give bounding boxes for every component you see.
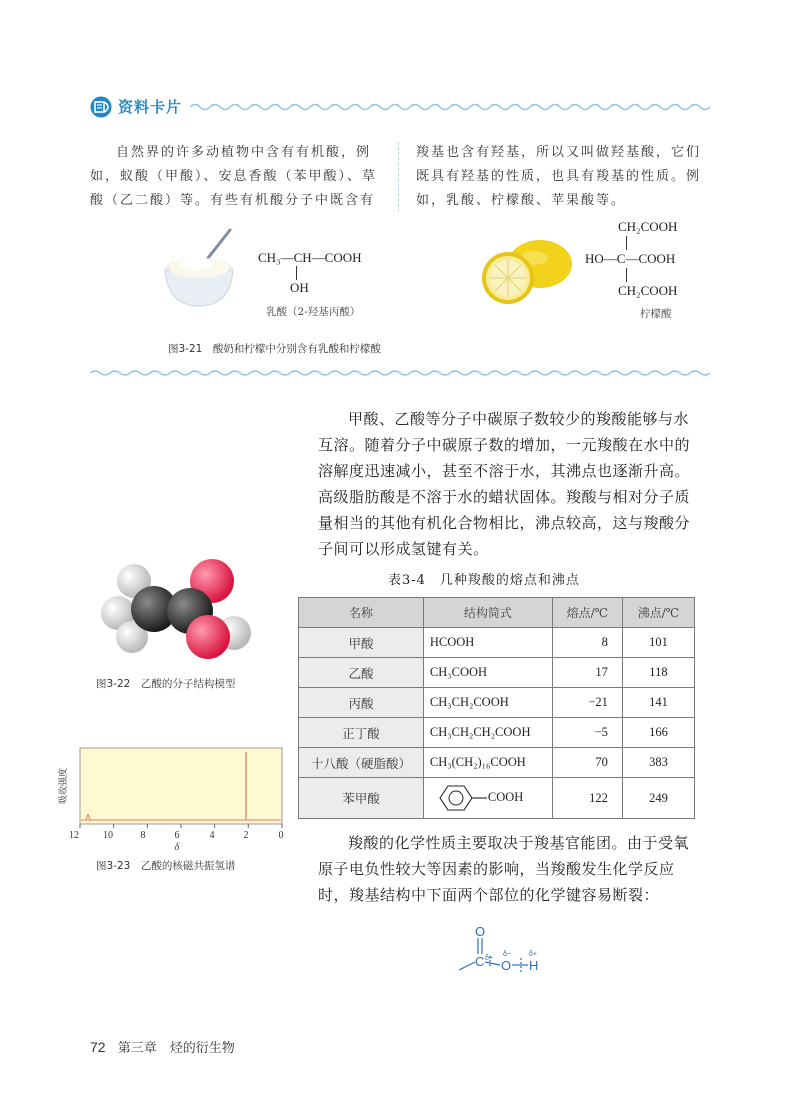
table-row (299, 718, 695, 748)
boiling-point: 141 (622, 688, 694, 718)
boiling-point: 101 (622, 628, 694, 658)
hydrogen-label: H (529, 958, 539, 973)
melting-point: 8 (552, 628, 622, 658)
column-header: 结构简式 (423, 598, 552, 628)
citric-acid-row1: CH₂COOH (618, 219, 678, 234)
column-divider (398, 142, 399, 212)
table-header-row (299, 598, 695, 628)
book-icon (90, 96, 112, 118)
figure-3-21-caption: 图3-21 酸奶和柠檬中分别含有乳酸和柠檬酸 (168, 343, 381, 355)
lactic-acid-caption: 乳酸（2-羟基丙酸） (266, 306, 361, 318)
acid-name: 乙酸 (299, 658, 424, 688)
tick-label: 12 (69, 830, 79, 841)
acid-name: 丙酸 (299, 688, 424, 718)
tick-label: 6 (174, 830, 180, 841)
tick-label: 8 (140, 830, 146, 841)
acid-name: 甲酸 (299, 628, 424, 658)
citric-acid-caption: 柠檬酸 (640, 308, 672, 320)
carboxyl-diagram (455, 924, 555, 984)
boiling-point: 118 (622, 658, 694, 688)
acid-name: 十八酸（硬脂酸） (299, 748, 424, 778)
delta-plus-h-label: δ+ (529, 951, 537, 958)
column-header: 名称 (299, 598, 424, 628)
melting-point: −5 (552, 718, 622, 748)
bond-line (626, 268, 627, 282)
table-row (299, 658, 695, 688)
delta-minus-o-label: δ− (503, 951, 511, 958)
card-title: 资料卡片 (118, 98, 183, 116)
oxygen-label: O (501, 958, 512, 973)
nmr-spectrum (50, 742, 290, 854)
tick-label: 2 (243, 830, 249, 841)
page-number: 72 (90, 1039, 106, 1055)
table-row (299, 748, 695, 778)
citric-acid-row2: HO—C—COOH (585, 251, 676, 266)
acid-formula: HCOOH (423, 628, 552, 658)
x-axis-label: δ (174, 842, 180, 853)
table-row (299, 628, 695, 658)
melting-point: −21 (552, 688, 622, 718)
lactic-acid-oh: OH (290, 280, 309, 295)
figure-3-22-caption: 图3-22 乙酸的分子结构模型 (96, 678, 236, 690)
tick-label: 0 (278, 830, 284, 841)
wave-divider (190, 100, 710, 114)
column-header: 熔点/℃ (552, 598, 622, 628)
acetic-acid-model (96, 555, 256, 667)
table-title: 表3-4 几种羧酸的熔点和沸点 (388, 573, 580, 588)
card-right-text: 羧基也含有羟基，所以又叫做羟基酸，它们既具有羟基的性质，也具有羧基的性质。例如，乳酸、柠檬酸、苹果酸等。 (416, 145, 702, 208)
figure-3-23-caption: 图3-23 乙酸的核磁共振氢谱 (96, 860, 236, 872)
carbon-label: C (475, 954, 485, 969)
acid-formula: CH₃COOH (423, 658, 552, 688)
yogurt-image (160, 228, 238, 310)
acid-formula: CH₃CH₂COOH (423, 688, 552, 718)
chapter-title: 第三章 烃的衍生物 (117, 1041, 235, 1056)
tick-label: 4 (209, 830, 215, 841)
acid-table (298, 597, 695, 819)
card-left-text: 自然界的许多动植物中含有有机酸，例如，蚁酸（甲酸）、安息香酸（苯甲酸）、草酸（乙二酸）等。有些有机酸分子中既含有 (90, 145, 378, 208)
acid-name: 苯甲酸 (299, 778, 424, 819)
citric-acid-row3: CH₂COOH (618, 283, 678, 298)
boiling-point: 383 (622, 748, 694, 778)
lactic-acid-formula: CH₃—CH—COOH (258, 250, 362, 265)
lemon-image (478, 234, 574, 306)
body-paragraph-2: 羧酸的化学性质主要取决于羧基官能团。由于受氧原子电负性较大等因素的影响，当羧酸发生化学反应时，羧基结构中下面两个部位的化学键容易断裂： (318, 834, 690, 904)
melting-point: 17 (552, 658, 622, 688)
acid-formula: CH₃(CH₂)₁₆COOH (423, 748, 552, 778)
acid-formula: CH₃CH₂CH₂COOH (423, 718, 552, 748)
boiling-point: 166 (622, 718, 694, 748)
melting-point: 122 (552, 778, 622, 819)
acid-name: 正丁酸 (299, 718, 424, 748)
column-header: 沸点/℃ (622, 598, 694, 628)
benzene-ring-icon (430, 783, 488, 813)
bond-line (626, 236, 627, 250)
wave-divider (90, 367, 710, 379)
oxygen-top-label: O (475, 924, 486, 939)
boiling-point: 249 (622, 778, 694, 819)
tick-label: 10 (103, 830, 113, 841)
body-paragraph-1: 甲酸、乙酸等分子中碳原子数较少的羧酸能够与水互溶。随着分子中碳原子数的增加，一元羧酸在水中的溶解度迅速减小，甚至不溶于水，其沸点也逐渐升高。高级脂肪酸是不溶于水的蜡状固体。羧酸与相对分子质量相当的其他有机化合物相比，沸点较高，这与羧酸分子间可以形成氢键有关。 (318, 410, 691, 558)
y-axis-label: 吸收强度 (59, 767, 69, 805)
benzoic-cooh: COOH (487, 789, 524, 804)
table-row (299, 688, 695, 718)
page-footer (90, 1037, 235, 1056)
table-row (299, 778, 695, 819)
melting-point: 70 (552, 748, 622, 778)
bond-line (296, 266, 297, 280)
delta-plus-c-label: δ+ (485, 955, 493, 962)
acid-formula-benzoic (423, 778, 552, 819)
